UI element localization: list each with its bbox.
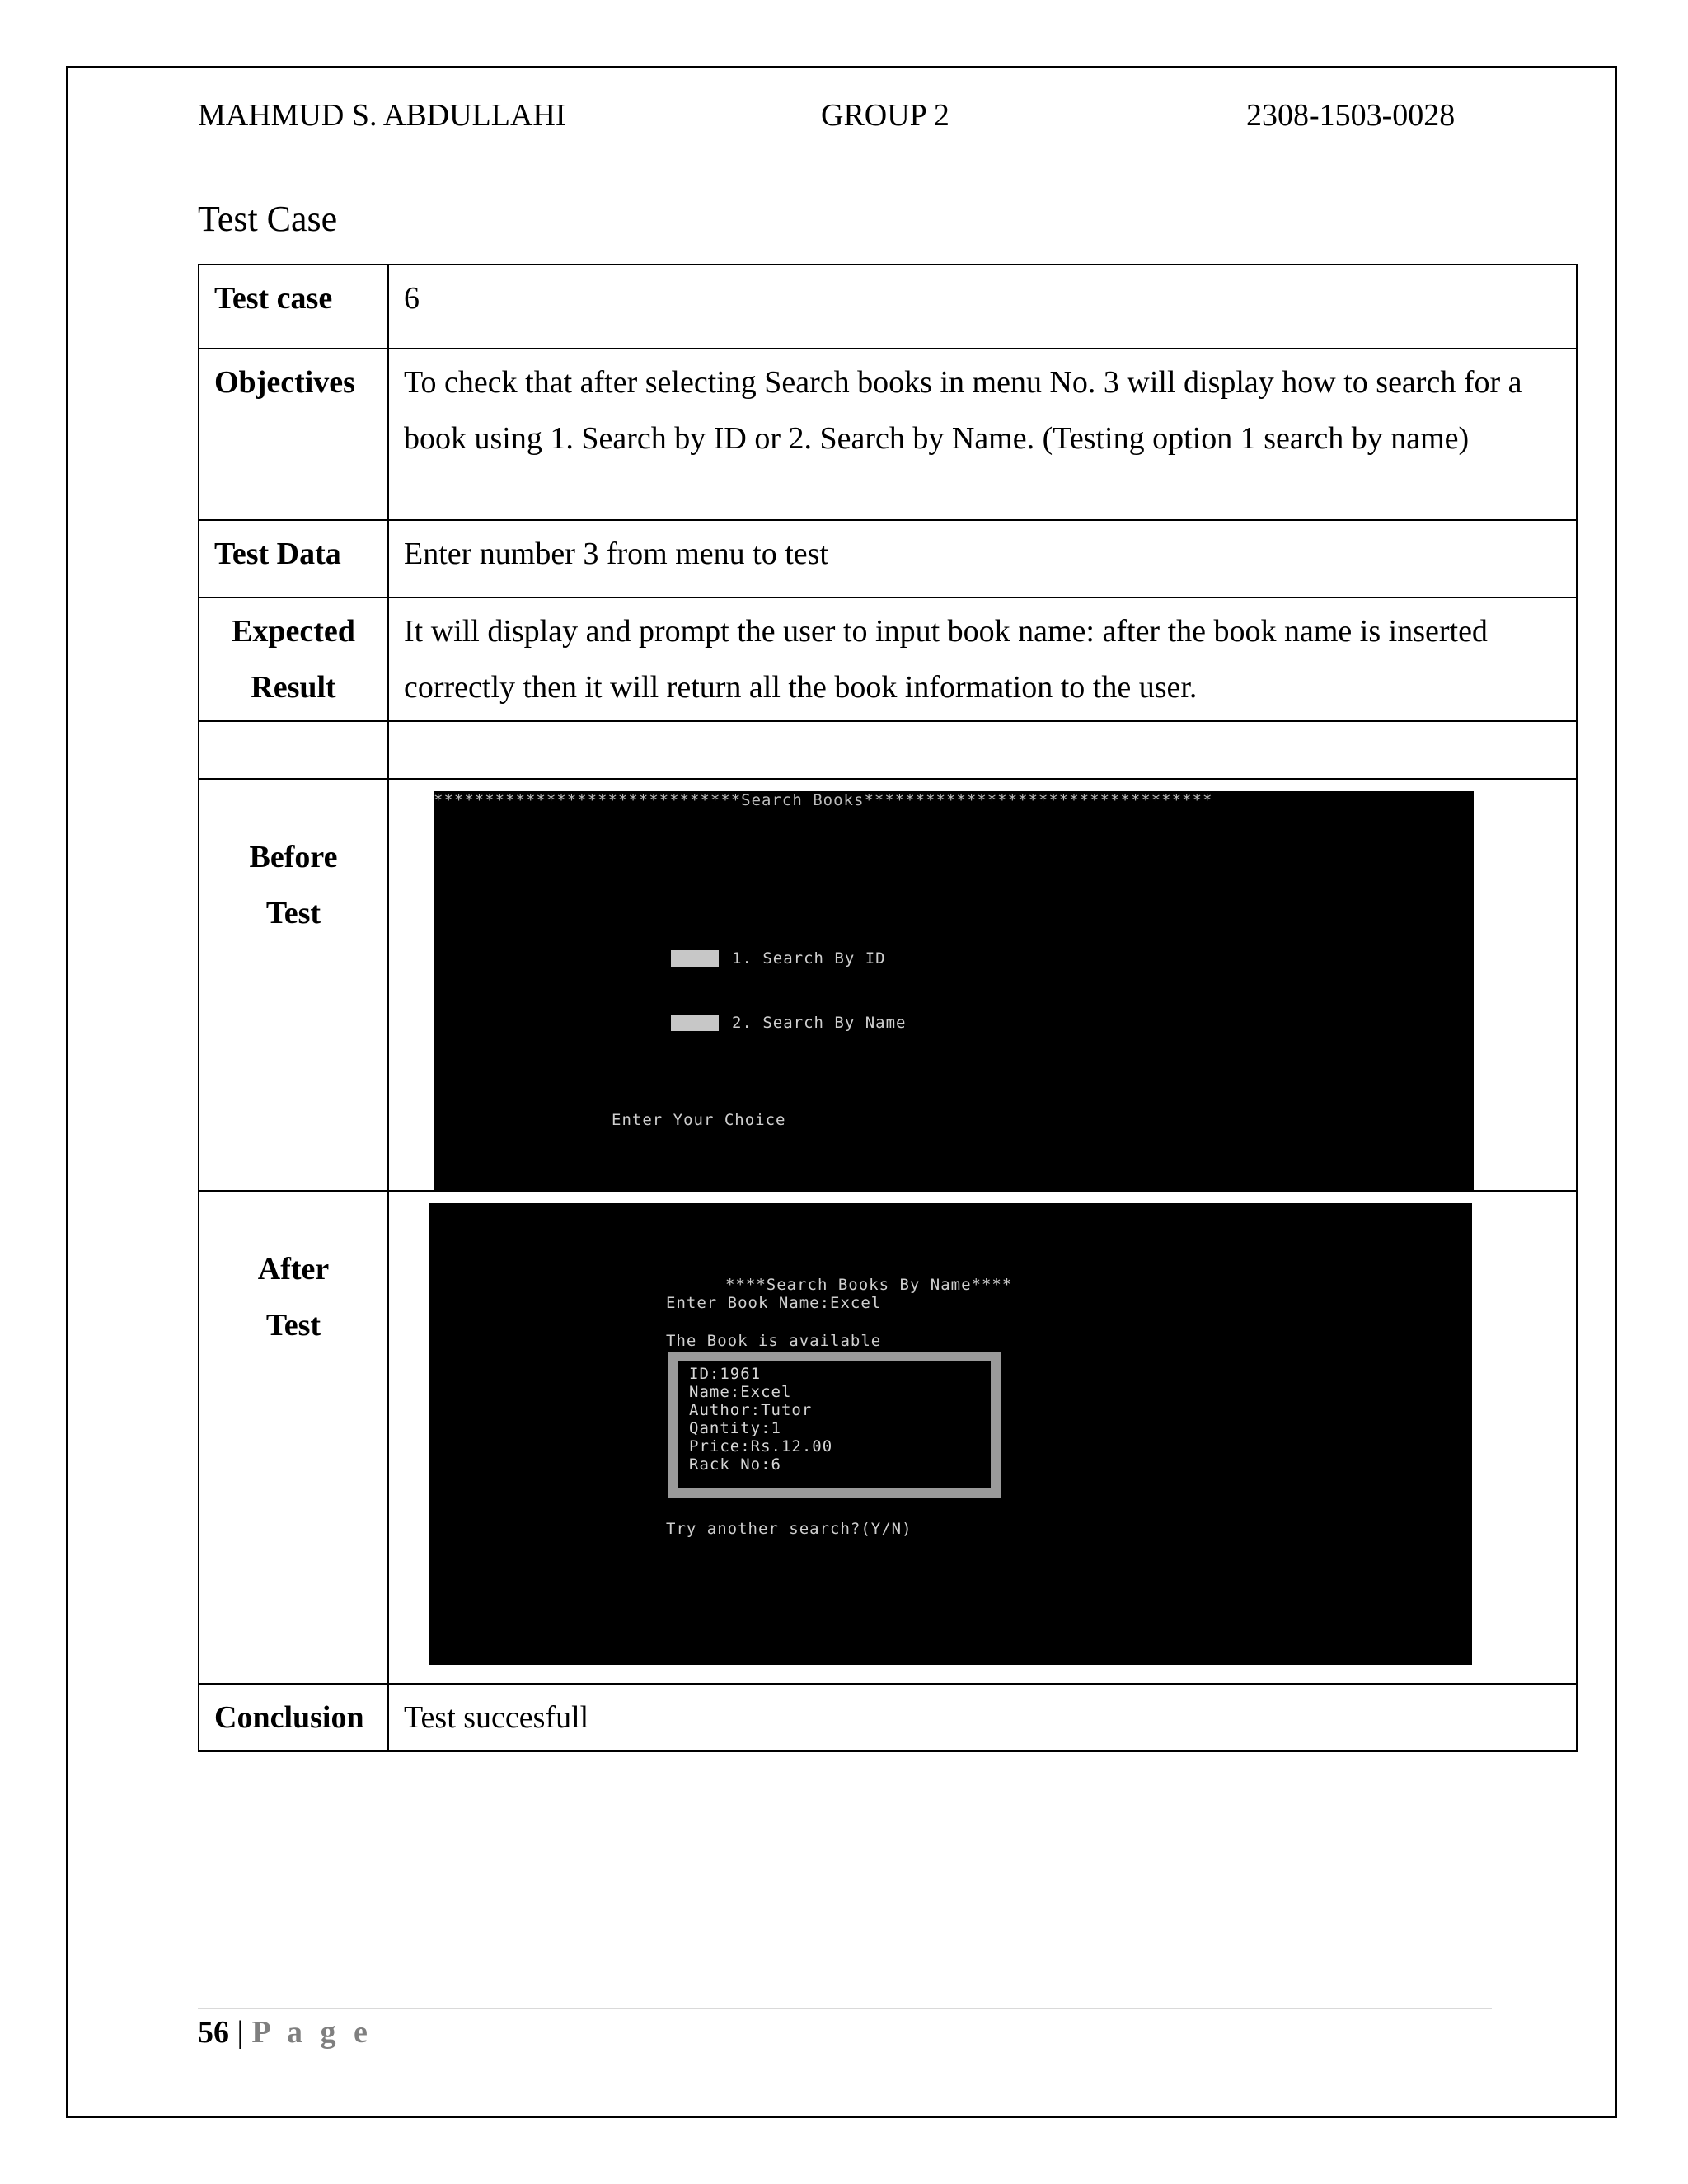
test-data-label: Test Data [199,520,388,598]
test-case-label: Test case [199,265,388,349]
after-test-screenshot-cell [388,1191,1577,1684]
expected-label-line1: Expected [232,614,355,649]
page-word: P a g e [251,2015,373,2050]
footer-divider [198,2008,1492,2009]
objectives-value: To check that after selecting Search books in menu No. 3 will display how to search for a book using 1. Search by ID or 2. Search by Name. (Testing option 1 search by name) [388,349,1577,520]
retry-prompt: Try another search?(Y/N) [666,1520,912,1538]
test-data-value: Enter number 3 from menu to test [388,520,1577,598]
expected-result-value: It will display and prompt the user to input book name: after the book name is inserted correctly then it will return all the book information to the user. [388,598,1577,721]
after-label-line1: After [257,1252,330,1286]
table-row [199,265,1577,349]
before-test-label [199,779,388,1191]
stars-left: ****************************** [434,791,742,809]
book-available-message: The Book is available [666,1332,882,1350]
empty-cell [199,721,388,779]
menu-option-search-by-id [671,949,886,968]
header-group: GROUP 2 [821,98,950,133]
book-quantity: Qantity:1 [689,1419,781,1437]
empty-cell [388,721,1577,779]
book-details-list [689,1365,832,1474]
book-name: Name:Excel [689,1383,792,1401]
page-header [198,97,1467,138]
after-test-label [199,1191,388,1684]
stars-right: ********************************** [864,791,1213,809]
page-footer [198,2014,373,2050]
table-row-empty [199,721,1577,779]
before-label-line1: Before [249,840,338,874]
book-rack: Rack No:6 [689,1455,781,1474]
expected-result-label [199,598,388,721]
option-marker-icon [671,1015,719,1031]
section-title: Test Case [198,199,338,239]
conclusion-label: Conclusion [199,1684,388,1751]
table-row [199,520,1577,598]
test-case-table [198,264,1578,1752]
terminal-title-bar [434,791,1212,809]
page-number: 56 [198,2015,229,2050]
before-test-terminal [434,791,1474,1190]
search-title: ****Search Books By Name**** [725,1276,1013,1294]
test-case-value: 6 [388,265,1577,349]
terminal-title: Search Books [741,791,865,809]
footer-separator: | [237,2015,244,2050]
after-test-terminal [429,1203,1472,1665]
enter-choice-prompt: Enter Your Choice [612,1111,786,1129]
book-price: Price:Rs.12.00 [689,1437,833,1455]
header-student-name: MAHMUD S. ABDULLAHI [198,98,566,133]
table-row [199,598,1577,721]
option-label: 2. Search By Name [732,1014,907,1032]
table-row [199,1191,1577,1684]
before-test-screenshot-cell [388,779,1577,1191]
table-row [199,779,1577,1191]
book-author: Author:Tutor [689,1401,813,1419]
enter-book-name: Enter Book Name:Excel [666,1294,882,1312]
book-id: ID:1961 [689,1365,762,1383]
menu-option-search-by-name [671,1014,906,1032]
expected-label-line2: Result [251,670,336,705]
objectives-label: Objectives [199,349,388,520]
conclusion-value: Test succesfull [388,1684,1577,1751]
table-row [199,1684,1577,1751]
after-label-line2: Test [265,1308,321,1343]
before-label-line2: Test [265,896,321,930]
option-marker-icon [671,950,719,967]
book-details-box [668,1352,1001,1498]
header-student-id: 2308-1503-0028 [1246,98,1456,133]
option-label: 1. Search By ID [732,949,886,968]
table-row [199,349,1577,520]
